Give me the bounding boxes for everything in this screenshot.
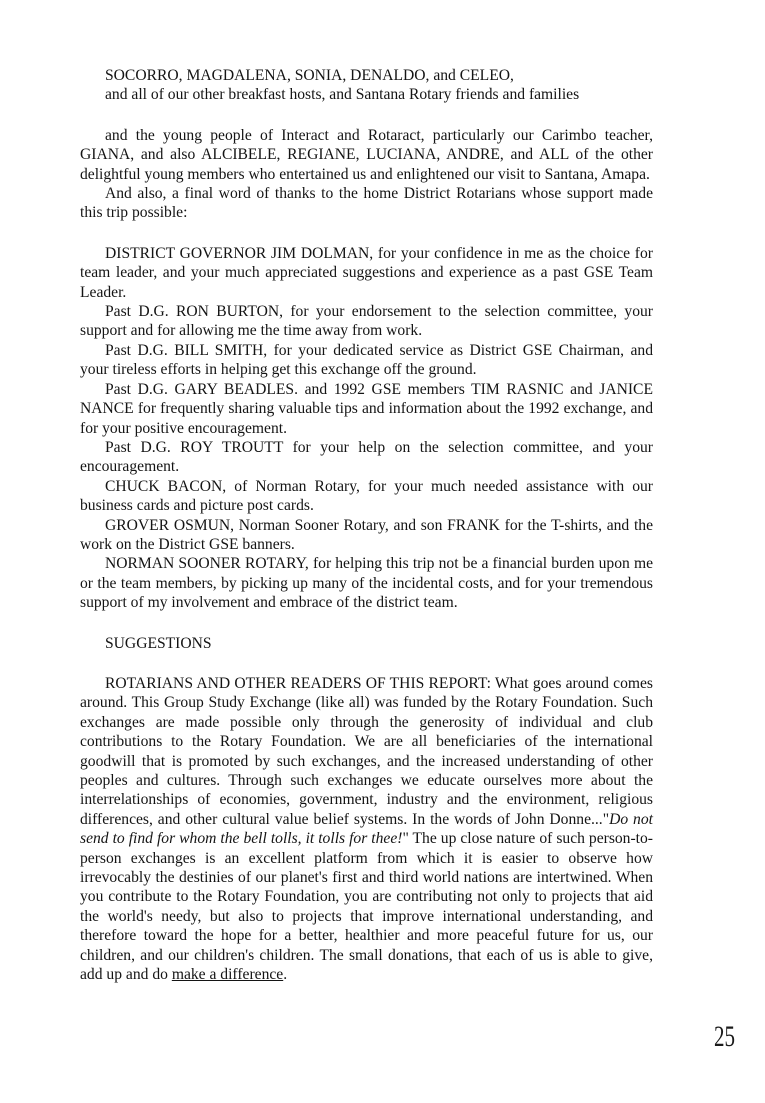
hosts-line-1: SOCORRO, MAGDALENA, SONIA, DENALDO, and CELEO, — [105, 67, 514, 84]
rotarian-thanks-osmun: GROVER OSMUN, Norman Sooner Rotary, and son FRANK for the T-shirts, and the work on the District GSE banners. — [80, 516, 653, 553]
rotarian-thanks-beadles: Past D.G. GARY BEADLES. and 1992 GSE members TIM RASNIC and JANICE NANCE for frequently sharing valuable tips and information about the 1992 exchange, and for your positive encouragement. — [80, 380, 653, 437]
rotarian-thanks-bacon: CHUCK BACON, of Norman Rotary, for your much needed assistance with our business cards and picture post cards. — [80, 477, 653, 515]
hosts-line-2: and all of our other breakfast hosts, and Santana Rotary friends and families — [105, 86, 580, 104]
suggestions-heading: SUGGESTIONS — [105, 634, 212, 652]
suggestions-paragraph — [80, 674, 653, 985]
final-thanks-paragraph: And also, a final word of thanks to the home District Rotarians whose support made this trip possible: — [80, 185, 653, 222]
rotarian-thanks-smith: Past D.G. BILL SMITH, for your dedicated service as District GSE Chairman, and your tireless efforts in helping get this exchange off the ground. — [80, 341, 653, 379]
suggestions-text-end: . — [283, 966, 288, 984]
rotarian-thanks-norman-sooner: NORMAN SOONER ROTARY, for helping this trip not be a financial burden upon me or the team members, by picking up many of the incidental costs, and for your tremendous support of my involvement and embrace of the district team. — [80, 555, 653, 612]
rotarian-thanks-governor: DISTRICT GOVERNOR JIM DOLMAN, for your confidence in me as the choice for team leader, and your much appreciated suggestions and experience as a past GSE Team Leader. — [80, 244, 653, 301]
rotarian-thanks-troutt: Past D.G. ROY TROUTT for your help on the selection committee, and your encouragement. — [80, 438, 653, 476]
make-a-difference-underlined: make a difference — [171, 966, 284, 984]
donne-quote: Do not send to find for whom the bell tolls, it tolls for thee! — [80, 810, 653, 848]
suggestions-text-part-2: " The up close nature of such person-to-person exchanges is an excellent platform from which it is easier to observe how irrevocably the destinies of our planet's first and third world nations are intertwined. When you contribute to the Rotary Foundation, you are contributing not only to projects that aid the world's needy, but also to projects that improve international understanding, and therefore toward the hope for a better, healthier and more peaceful future for us, our children, and our children's children. The small donations, that each of us is able to give, add up and do — [80, 830, 653, 984]
page-number: 25 — [714, 1020, 735, 1053]
document-page — [80, 66, 653, 984]
hosts-paragraph — [80, 66, 653, 105]
interact-paragraph: and the young people of Interact and Rotaract, particularly our Carimbo teacher, GIANA, and also ALCIBELE, REGIANE, LUCIANA, ANDRE, and ALL of the other delightful young members who entertained us and enlightened our visit to Santana, Amapa. — [80, 126, 653, 183]
suggestions-text-part-1: ROTARIANS AND OTHER READERS OF THIS REPORT: What goes around comes around. This Group Study Exchange (like all) was funded by the Rotary Foundation. Such exchanges are made possible only through the generosity of individual and club contributions to the Rotary Foundation. We are all beneficiaries of the international goodwill that is promoted by such exchanges, and the increased understanding of other peoples and cultures. Through such exchanges we educate ourselves more about the interrelationships of economies, government, industry and the environment, religious differences, and other cultural value belief systems. In the words of John Donne..." — [80, 674, 653, 828]
rotarian-thanks-burton: Past D.G. RON BURTON, for your endorsement to the selection committee, your support and for allowing me the time away from work. — [80, 303, 653, 340]
